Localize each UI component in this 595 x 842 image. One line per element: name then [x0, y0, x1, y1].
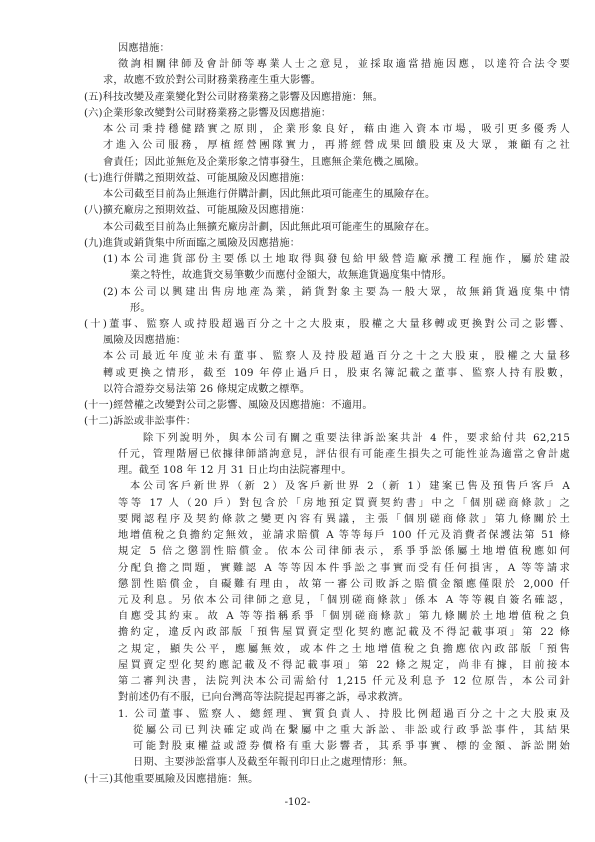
text-line: 要聞認程序及契約條款之變更內容有異議，主張「個別磋商條款」第九條關於土 [118, 514, 570, 525]
text-line: (八)擴充廠房之預期效益、可能風險及因應措施： [84, 205, 311, 216]
text-line: 業之特性，故進貨交易筆數少而應付金額大，故無進貨過度集中情形。 [130, 270, 453, 281]
text-line: 第二審判決書，法院判決本公司需給付 1,215 仟元及利息予 12 位原告，本公司針 [118, 676, 570, 687]
text-line: 本公司截至目前為止無進行併購計劃，因此無此項可能產生的風險存在。 [103, 189, 436, 200]
text-line: 擔約定，違反內政部版「預售屋買賣定型化契約應記載及不得記載事項」第 22 條 [118, 627, 570, 638]
text-line: 本公司截至目前為止無擴充廠房計劃，因此無此項可能產生的風險存在。 [103, 222, 436, 233]
text-line: 才進入公司服務，厚植經營團隊實力，再將經營成果回饋股東及大眾，兼顧有之社 [103, 140, 570, 151]
text-line: 規定 5 倍之懲罰性賠償金。依本公司律師表示，系爭爭訟係屬土地增值稅應如何 [118, 546, 570, 557]
text-line: 理。截至 108 年 12 月 31 日止均由法院審理中。 [118, 465, 352, 476]
text-line: 因應措施： [118, 43, 170, 54]
text-line: 可能對股東權益或證券價格有重大影響者，其系爭事實、標的金額、訴訟開始 [133, 741, 570, 752]
text-line: 自應受其約束。故 A 等等指稱系爭「個別磋商條款」第九條關於土地增值稅之負 [118, 611, 570, 622]
page-number: -102- [284, 797, 311, 808]
text-line: 從屬公司已判決確定或尚在繫屬中之重大訴訟、非訟或行政爭訟事件，其結果 [133, 725, 570, 736]
text-line: 轉或更換之情形，截至 109 年停止過戶日，股東名簿記載之董事、監察人持有股數， [103, 368, 570, 379]
text-line: (十)董事、監察人或持股超過百分之十之大股東，股權之大量移轉或更換對公司之影響、 [84, 319, 570, 330]
text-line: 地增值稅之負擔約定無效，並請求賠償 A 等等每戶 100 仟元及消費者保護法第 51 條 [118, 530, 570, 541]
text-line: (九)進貨或銷貨集中所面臨之風險及因應措施： [84, 238, 301, 249]
text-line: 分配負擔之問題，實難認 A 等等因本件爭訟之事實而受有任何損害，A 等等請求 [118, 563, 570, 574]
text-line: (十三)其他重要風險及因應措施：無。 [84, 774, 259, 785]
text-line: 會責任；因此並無危及企業形象之情事發生，且應無企業危機之風險。 [103, 157, 426, 168]
text-line: 懲罰性賠償金，自礙難有理由，故第一審公司敗訴之賠償金額應僅限於 2,000 仟 [118, 579, 570, 590]
text-line: 形。 [130, 303, 151, 314]
text-line: 除下列說明外，與本公司有關之重要法律訴訟案共計 4 件，要求給付共 62,215 [143, 433, 570, 444]
text-line: 元及利息。另依本公司律師之意見，「個別磋商條款」係本 A 等等親自簽名確認， [118, 595, 570, 606]
text-line: 風險及因應措施： [103, 335, 187, 346]
text-line: 屋買賣定型化契約應記載及不得記載事項」第 22 條之規定，尚非有據，目前接本 [118, 660, 570, 671]
text-line: (七)進行併購之預期效益、可能風險及因應措施： [84, 173, 311, 184]
text-line: (五)科技改變及產業變化對公司財務業務之影響及因應措施：無。 [84, 92, 384, 103]
text-line: 本公司秉持穩健踏實之原則，企業形象良好，藉由進入資本市場，吸引更多優秀人 [103, 124, 570, 135]
text-line: 徵詢相關律師及會計師等專業人士之意見，並採取適當措施因應，以達符合法令要 [118, 59, 570, 70]
text-line: 之規定，顯失公平，應屬無效，或本件之土地增值稅之負擔應依內政部版「預售 [118, 644, 570, 655]
text-line: (1)本公司進貨部份主要係以土地取得與發包給甲級營造廠承攬工程施作，屬於建設 [103, 254, 570, 265]
text-line: 仟元，管理階層已依據律師諮詢意見，評估很有可能產生損失之可能性並為適當之會計處 [118, 449, 570, 460]
text-line: 對前述仍有不服，已向台灣高等法院提起再審之訴，尋求救濟。 [118, 692, 409, 703]
text-line: 等等 17 人（20 戶）對包含於「房地預定買賣契約書」中之「個別磋商條款」之 [118, 498, 570, 509]
text-line: 以符合證券交易法第 26 條規定成數之標準。 [103, 384, 311, 395]
text-line: 求，故應不致於對公司財務業務產生重大影響。 [103, 75, 322, 86]
text-line: (2)本公司以興建出售房地產為業，銷貨對象主要為一般大眾，故無銷貨過度集中情 [103, 287, 570, 298]
text-line: 本公司客戶新世界（新 2）及客戶新世界 2（新 1）建案已售及預售戶客戶 A [130, 481, 570, 492]
text-line: 本公司最近年度並未有董事、監察人及持股超過百分之十之大股東，股權之大量移 [103, 351, 570, 362]
text-line: (十二)訴訟或非訟事件： [84, 416, 197, 427]
text-line: (六)企業形象改變對公司財務業務之影響及因應措施： [84, 108, 332, 119]
text-line: 日期、主要涉訟當事人及截至年報刊印日止之處理情形：無。 [133, 757, 414, 768]
text-line: 1. 公司董事、監察人、總經理、實質負責人、持股比例超過百分之十之大股東及 [118, 709, 570, 720]
text-line: (十一)經營權之改變對公司之影響、風險及因應措施：不適用。 [84, 400, 373, 411]
